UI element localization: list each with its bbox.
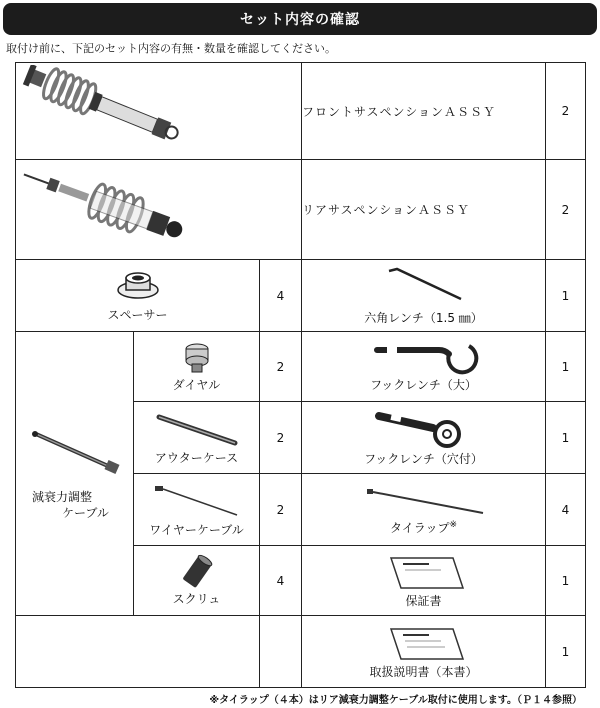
hook-wrench-large-qty: 1 [546, 332, 586, 402]
empty-qty-cell [260, 616, 302, 688]
outer-case-cell [134, 402, 260, 474]
rear-suspension-name: リアサスペンションＡＳＳＹ [302, 160, 546, 260]
spacer-icon [113, 268, 163, 302]
tie-wrap-icon [359, 483, 489, 519]
screw-cell [134, 546, 260, 616]
tie-wrap-name: タイラップ [389, 521, 450, 535]
dial-name: ダイヤル [172, 378, 221, 392]
footnote: ※タイラップ（４本）はリア減衰力調整ケーブル取付に使用します。（Ｐ１４参照） [209, 695, 582, 706]
damper-cable-cell [16, 332, 134, 616]
manual-name: 取扱説明書（本書） [369, 665, 478, 679]
hook-wrench-large-name: フックレンチ（大） [370, 378, 477, 392]
damper-cable-name-block [16, 489, 133, 521]
warranty-qty: 1 [546, 546, 586, 616]
front-suspension-name: フロントサスペンションＡＳＳＹ [302, 63, 546, 160]
dial-cell [134, 332, 260, 402]
hex-wrench-qty: 1 [546, 260, 586, 332]
outer-case-name: アウターケース [154, 451, 239, 465]
table-row [16, 332, 586, 402]
damper-cable-icon [16, 426, 132, 486]
dial-qty: 2 [260, 332, 302, 402]
tie-wrap-qty: 4 [546, 474, 586, 546]
kit-contents-table [15, 62, 586, 688]
dial-icon [177, 340, 217, 376]
damper-cable-name-line1: 減衰力調整 [32, 490, 93, 504]
manual-booklet-icon [379, 623, 469, 663]
hex-wrench-name: 六角レンチ（1.5 ㎜） [364, 311, 483, 325]
outer-case-icon [147, 409, 247, 449]
hook-wrench-hole-qty: 1 [546, 402, 586, 474]
spacer-qty: 4 [260, 260, 302, 332]
hook-wrench-hole-cell [302, 402, 546, 474]
wire-cable-qty: 2 [260, 474, 302, 546]
spacer-name: スペーサー [107, 308, 168, 322]
screw-icon [177, 554, 217, 590]
warranty-name: 保証書 [405, 594, 442, 608]
manual-qty: 1 [546, 616, 586, 688]
hook-wrench-large-cell [302, 332, 546, 402]
hook-wrench-hole-name: フックレンチ（穴付） [364, 452, 483, 466]
tie-wrap-name-label [302, 519, 545, 536]
warranty-cell [302, 546, 546, 616]
table-row [16, 160, 586, 260]
wire-cable-icon [147, 481, 247, 521]
tie-wrap-note-mark: ※ [449, 520, 458, 530]
front-suspension-qty: 2 [546, 63, 586, 160]
section-title: セット内容の確認 [240, 12, 360, 28]
hook-wrench-hole-icon [369, 408, 479, 450]
hex-wrench-cell [302, 260, 546, 332]
empty-cell [16, 616, 260, 688]
table-row [16, 616, 586, 688]
outer-case-qty: 2 [260, 402, 302, 474]
damper-cable-name-line2: ケーブル [62, 506, 109, 520]
rear-suspension-qty: 2 [546, 160, 586, 260]
rear-suspension-image-cell [16, 160, 302, 260]
front-suspension-icon [16, 65, 216, 155]
manual-cell [302, 616, 546, 688]
rear-suspension-icon [16, 163, 216, 253]
screw-qty: 4 [260, 546, 302, 616]
wire-cable-name: ワイヤーケーブル [149, 523, 244, 537]
table-row [16, 260, 586, 332]
front-suspension-image-cell [16, 63, 302, 160]
spacer-cell [16, 260, 260, 332]
tie-wrap-cell [302, 474, 546, 546]
table-row [16, 63, 586, 160]
section-title-bar [3, 3, 597, 35]
hex-wrench-icon [379, 265, 469, 305]
hook-wrench-large-icon [369, 340, 479, 376]
wire-cable-cell [134, 474, 260, 546]
intro-text: 取付け前に、下記のセット内容の有無・数量を確認してください。 [6, 42, 336, 55]
screw-name: スクリュ [172, 592, 221, 606]
warranty-card-icon [379, 552, 469, 592]
